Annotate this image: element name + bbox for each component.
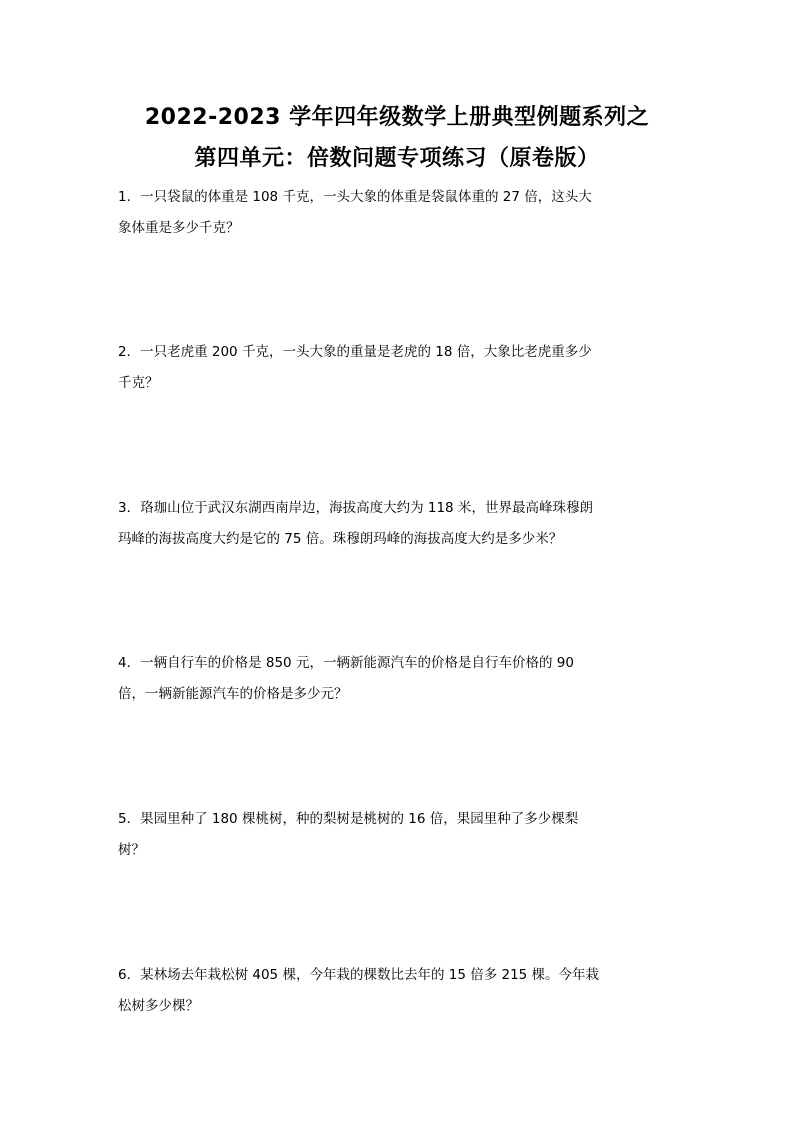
question-3-line-1: 3．珞珈山位于武汉东湖西南岸边，海拔高度大约为 118 米，世界最高峰珠穆朗 — [118, 500, 593, 516]
question-4-line-2: 倍，一辆新能源汽车的价格是多少元？ — [118, 686, 348, 702]
question-5 — [118, 804, 678, 866]
question-5-line-2: 树？ — [118, 842, 145, 858]
question-4 — [118, 648, 678, 710]
question-5-line-1: 5．果园里种了 180 棵桃树，种的梨树是桃树的 16 倍，果园里种了多少棵梨 — [118, 811, 579, 827]
document-title-line-2: 第四单元：倍数问题专项练习（原卷版） — [194, 146, 600, 171]
question-4-line-1: 4．一辆自行车的价格是 850 元，一辆新能源汽车的价格是自行车价格的 90 — [118, 655, 574, 671]
document-title-line-1: 2022-2023 学年四年级数学上册典型例题系列之 — [144, 105, 650, 130]
question-2-line-2: 千克？ — [118, 375, 159, 391]
question-6 — [118, 960, 678, 1022]
question-3 — [118, 493, 678, 555]
question-6-line-2: 松树多少棵？ — [118, 998, 199, 1014]
question-1-line-1: 1．一只袋鼠的体重是 108 千克，一头大象的体重是袋鼠体重的 27 倍，这头大 — [118, 189, 592, 205]
question-1-line-2: 象体重是多少千克？ — [118, 220, 240, 236]
question-2 — [118, 337, 678, 399]
question-6-line-1: 6．某林场去年栽松树 405 棵，今年栽的棵数比去年的 15 倍多 215 棵。今年栽 — [118, 967, 600, 983]
question-3-line-2: 玛峰的海拔高度大约是它的 75 倍。珠穆朗玛峰的海拔高度大约是多少米？ — [118, 531, 563, 547]
question-2-line-1: 2．一只老虎重 200 千克，一头大象的重量是老虎的 18 倍，大象比老虎重多少 — [118, 344, 592, 360]
question-1 — [118, 182, 678, 244]
